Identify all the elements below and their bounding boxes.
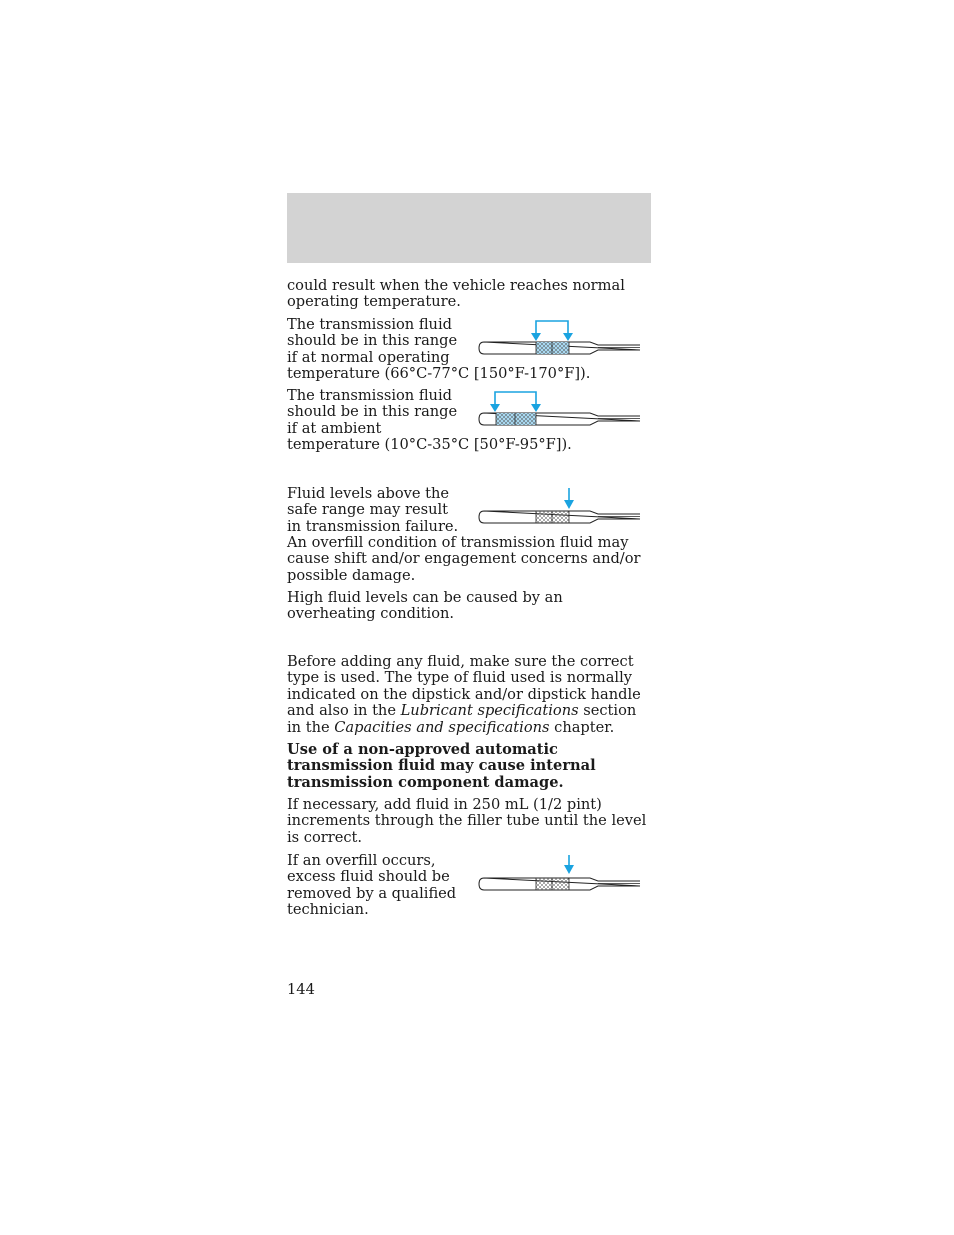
intro-text: could result when the vehicle reaches normal operating temperature. xyxy=(287,277,625,311)
warning-text: Use of a non-approved automatic transmission fluid may cause internal transmission component damage. xyxy=(287,741,596,791)
page-number: 144 xyxy=(287,981,315,998)
ambient-range-temperature: temperature (10°C-35°C [50°F-95°F]). xyxy=(287,436,572,453)
normal-range-text: The transmission fluid should be in this range if at normal operating xyxy=(287,316,458,366)
above-safe-text: Fluid levels above the safe range may result in transmission failure. xyxy=(287,485,459,535)
capacities-spec-ref: Capacities and specifications xyxy=(334,718,550,736)
before-adding-text: Before adding any fluid, make sure the correct type is used. The type of fluid used is normally indicated on the dipstick and/or dipstick handle and also in the Lubricant specifications section in the Capacities and specifications chapter. xyxy=(287,653,641,736)
lubricant-spec-ref: Lubricant specifications xyxy=(400,702,579,720)
header-band xyxy=(287,193,651,263)
overfill-concern-text: An overfill condition of transmission fluid may cause shift and/or engagement concerns and/or possible damage. xyxy=(287,534,641,584)
dipstick-overfull-icon xyxy=(478,853,642,899)
dipstick-normal-range-icon xyxy=(478,316,642,362)
dipstick-ambient-range-icon xyxy=(478,387,642,433)
ambient-range-text: The transmission fluid should be in this range if at ambient xyxy=(287,387,458,437)
normal-range-temperature: temperature (66°C-77°C [150°F-170°F]). xyxy=(287,365,591,382)
dipstick-overfull-icon xyxy=(478,486,642,532)
high-levels-text: High fluid levels can be caused by an overheating condition. xyxy=(287,589,563,623)
overfill-occurs-text: If an overfill occurs, excess fluid should be removed by a qualified technician. xyxy=(287,852,457,919)
add-fluid-text: If necessary, add fluid in 250 mL (1/2 pint) increments through the filler tube until the level is correct. xyxy=(287,796,647,846)
